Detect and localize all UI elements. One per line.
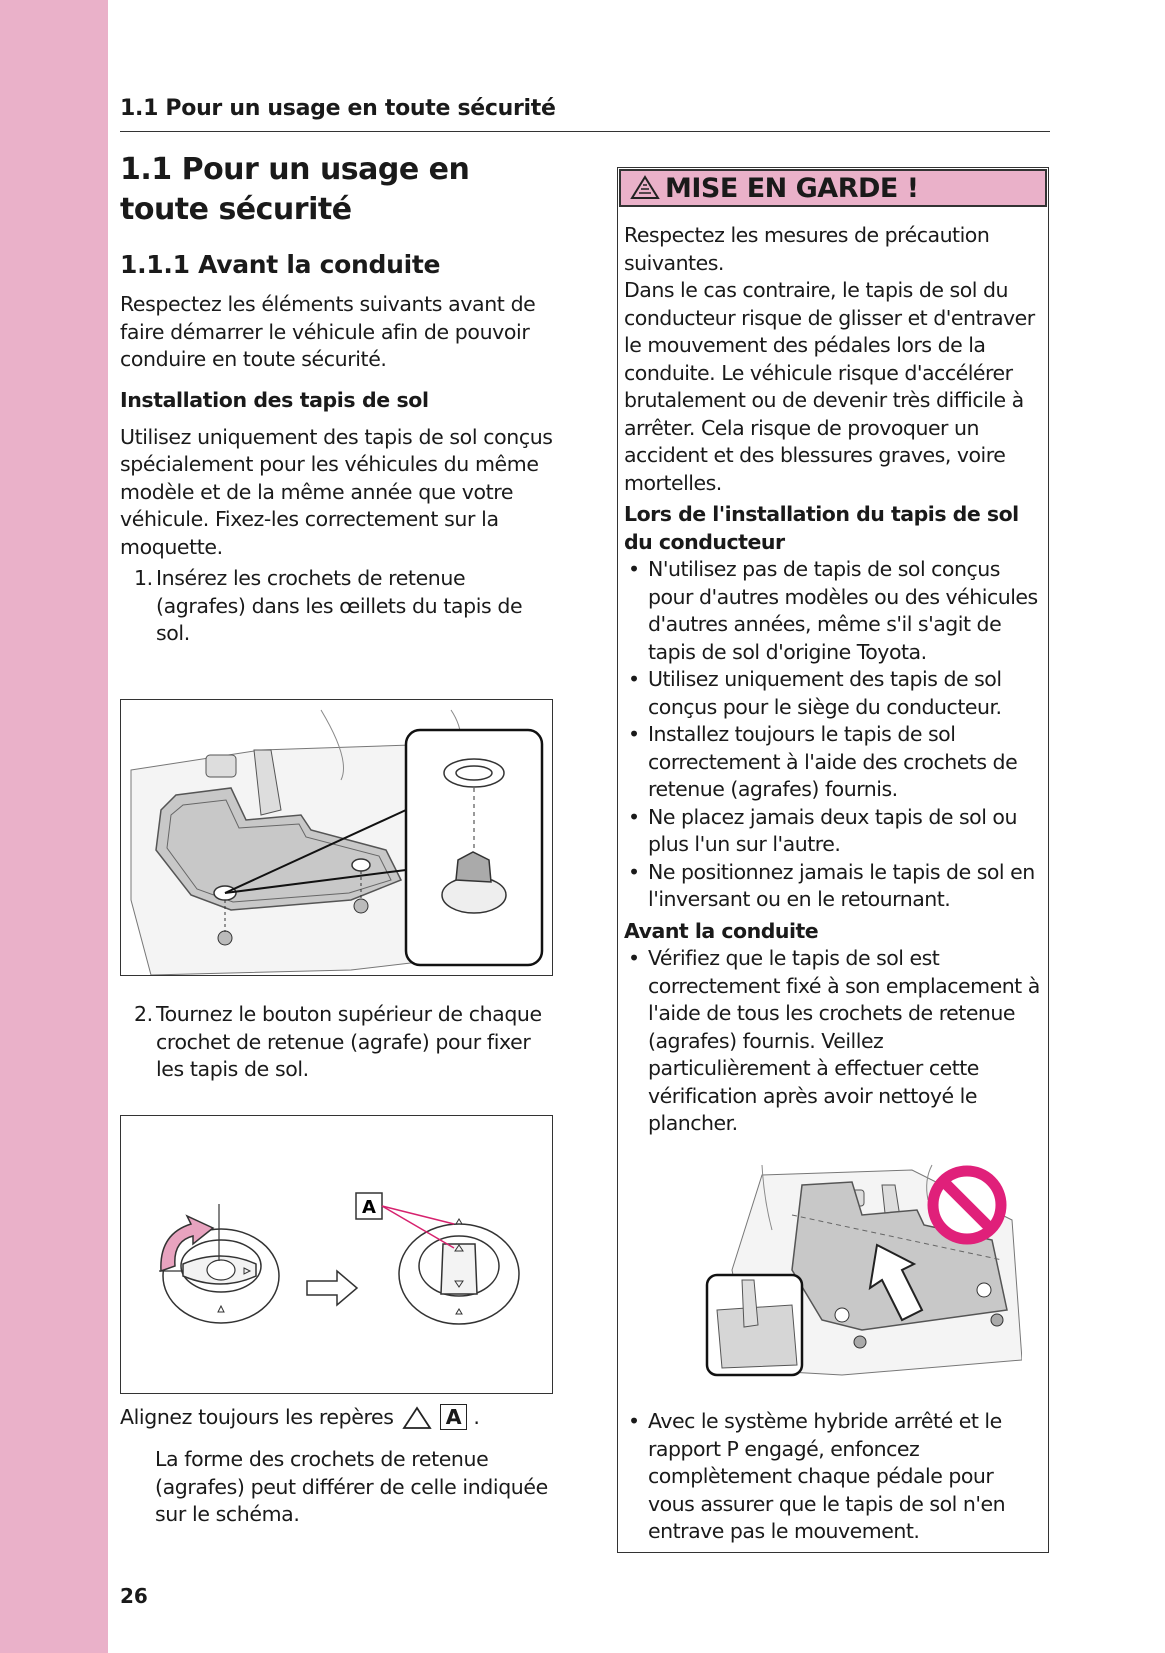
page-title: 1.1 Pour un usage en toute sécurité (120, 152, 470, 227)
warning-title: MISE EN GARDE ! (665, 172, 919, 204)
steps-list-2 (120, 1001, 560, 1084)
warning-triangle-icon (629, 175, 661, 201)
list-item: • Ne placez jamais deux tapis de sol ou plus l'un sur l'autre. (624, 804, 1042, 859)
shape-note: La forme des crochets de retenue (agrafes) peut différer de celle indiquée sur le schéma. (155, 1447, 548, 1526)
header-rule (120, 131, 1050, 132)
align-instruction (120, 1404, 480, 1431)
align-label-a: A (440, 1404, 467, 1430)
warning-final-block (624, 1408, 1042, 1546)
page-number: 26 (120, 1584, 148, 1608)
step-1-number: 1. (134, 566, 153, 590)
align-end: . (473, 1405, 480, 1429)
figure-label-a: A (362, 1197, 376, 1218)
list-item: • Installez toujours le tapis de sol correctement à l'aide des crochets de retenue (agrafes) fournis. (624, 721, 1042, 804)
section-title: 1.1.1 Avant la conduite (120, 250, 441, 279)
list-item: • Vérifiez que le tapis de sol est correctement fixé à son emplacement à l'aide de tous les crochets de retenue (agrafes) fournis. Veillez particulièrement à effectuer cette vérification après avoir nettoyé le plancher. (624, 945, 1042, 1138)
intro-paragraph: Respectez les éléments suivants avant de faire démarrer le véhicule afin de pouvoir conduire en toute sécurité. (120, 292, 536, 371)
list-item: • Ne positionnez jamais le tapis de sol en l'inversant ou en le retournant. (624, 859, 1042, 914)
step-2-text: Tournez le bouton supérieur de chaque crochet de retenue (agrafe) pour fixer les tapis de sol. (156, 1002, 542, 1081)
warning-title-bar (619, 169, 1047, 207)
figure-mat-slip-prohibited (692, 1160, 1022, 1380)
list-item: • N'utilisez pas de tapis de sol conçus pour d'autres modèles ou des véhicules d'autres années, même s'il s'agit de tapis de sol d'origine Toyota. (624, 556, 1042, 666)
side-band (0, 0, 108, 1653)
triangle-mark-icon (400, 1405, 434, 1431)
prohibited-icon (933, 1171, 1001, 1239)
mat-slip-illustration (692, 1160, 1022, 1380)
figure-mat-installation (120, 699, 553, 976)
step-1-text: Insérez les crochets de retenue (agrafes) dans les œillets du tapis de sol. (156, 566, 523, 645)
body-paragraph: Utilisez uniquement des tapis de sol conçus spécialement pour les véhicules du même modèle et de la même année que votre véhicule. Fixez-les correctement sur la moquette. (120, 424, 553, 559)
warning-subhead-installation: Lors de l'installation du tapis de sol du conducteur (624, 502, 1019, 554)
align-text: Alignez toujours les repères (120, 1405, 394, 1429)
warning-intro-2: Dans le cas contraire, le tapis de sol du conducteur risque de glisser et d'entraver le mouvement des pédales lors de la conduite. Le véhicule risque d'accélérer brutalement ou de devenir très difficile à arrêter. Cela risque de provoquer un accident et des blessures graves, voire mortelles. (624, 278, 1035, 495)
steps-list (120, 565, 560, 648)
step-1 (120, 565, 560, 648)
step-2 (120, 1001, 560, 1084)
figure-hook-rotation (120, 1115, 553, 1394)
subheading-floor-mats: Installation des tapis de sol (120, 387, 429, 412)
step-2-block (120, 997, 560, 1084)
warning-intro-1: Respectez les mesures de précaution suivantes. (624, 223, 990, 275)
mat-installation-illustration (121, 700, 552, 975)
warning-bullets-pedals (624, 1408, 1042, 1546)
warning-box (617, 167, 1049, 1553)
warning-bullets-installation (624, 556, 1042, 914)
step-2-number: 2. (134, 1002, 153, 1026)
running-header: 1.1 Pour un usage en toute sécurité (120, 96, 556, 121)
warning-subhead-driving: Avant la conduite (624, 918, 819, 943)
left-column (120, 150, 560, 648)
list-item: • Avec le système hybride arrêté et le rapport P engagé, enfoncez complètement chaque pédale pour vous assurer que le tapis de sol n'en entrave pas le mouvement. (624, 1408, 1042, 1546)
list-item: • Utilisez uniquement des tapis de sol conçus pour le siège du conducteur. (624, 666, 1042, 721)
warning-bullets-driving (624, 945, 1042, 1138)
warning-body (624, 222, 1042, 1138)
hook-rotation-illustration (121, 1116, 552, 1393)
